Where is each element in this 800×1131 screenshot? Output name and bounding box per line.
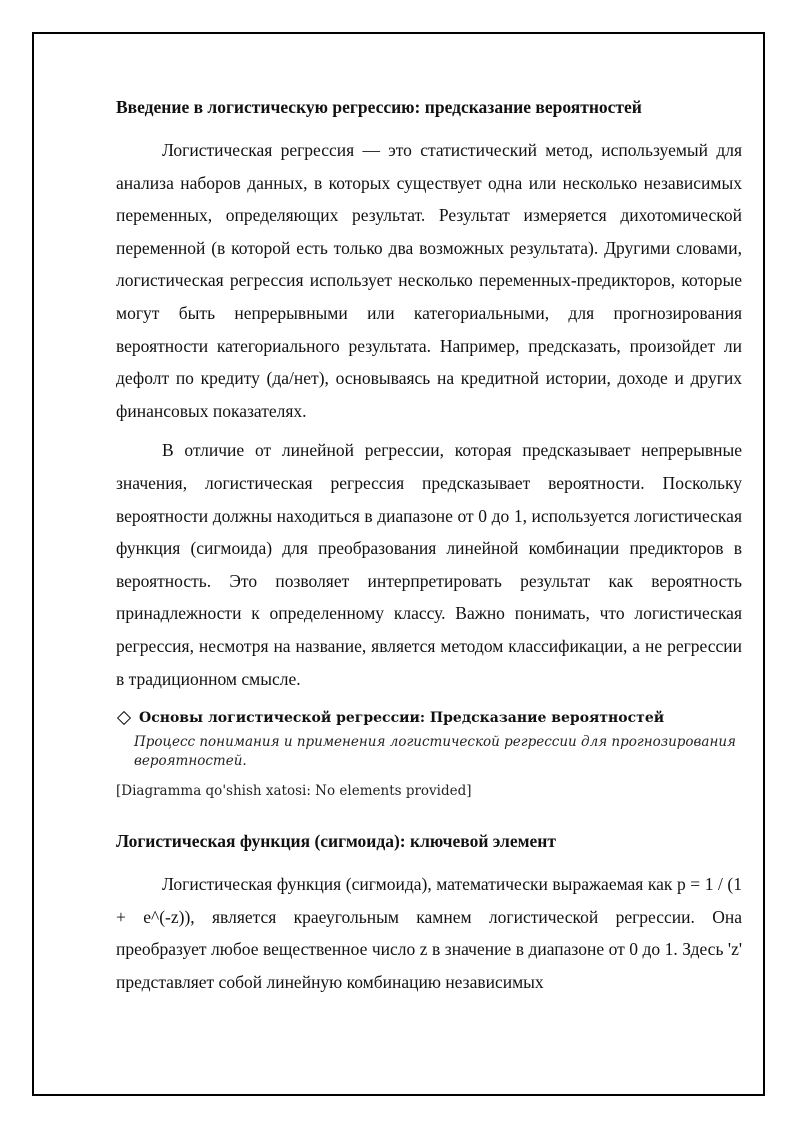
section-heading: Введение в логистическую регрессию: предсказание вероятностей xyxy=(116,97,642,117)
diagram-block xyxy=(116,707,742,801)
diagram-title: Основы логистической регрессии: Предсказание вероятностей xyxy=(139,710,665,727)
paragraph: Логистическая регрессия — это статистический метод, используемый для анализа наборов данных, в которых существует одна или несколько независимых переменных, определяющих результат. Результат измеряется дихотомической переменной (в которой есть только два возможных результата). Другими словами, логистическая регрессия использует несколько переменных-предикторов, которые могут быть непрерывными или категориальными, для прогнозирования вероятности категориального результата. Например, предсказать, произойдет ли дефолт по кредиту (да/нет), основываясь на кредитной истории, доходе и других финансовых показателях. xyxy=(116,140,742,421)
paragraph: Логистическая функция (сигмоида), математически выражаемая как p = 1 / (1 + e^(-z)), является краеугольным камнем логистической регрессии. Она преобразует любое вещественное число z в значение в диапазоне от 0 до 1. Здесь 'z' представляет собой линейную комбинацию независимых xyxy=(116,874,742,992)
diagram-title-row xyxy=(116,707,742,729)
section-heading: Логистическая функция (сигмоида): ключевой элемент xyxy=(116,831,556,852)
paragraph: В отличие от линейной регрессии, которая предсказывает непрерывные значения, логистическая регрессия предсказывает вероятности. Поскольку вероятности должны находиться в диапазоне от 0 до 1, используется логистическая функция (сигмоида) для преобразования линейной комбинации предикторов в вероятность. Это позволяет интерпретировать результат как вероятность принадлежности к определенному классу. Важно понимать, что логистическая регрессия, несмотря на название, является методом классификации, а не регрессии в традиционном смысле. xyxy=(116,440,742,689)
diamond-icon xyxy=(117,711,131,725)
document-body xyxy=(116,95,742,1005)
diagram-error-message: [Diagramma qo'shish xatosi: No elements provided] xyxy=(116,783,472,800)
diagram-subtitle: Процесс понимания и применения логистической регрессии для прогнозирования вероятностей. xyxy=(134,734,736,770)
